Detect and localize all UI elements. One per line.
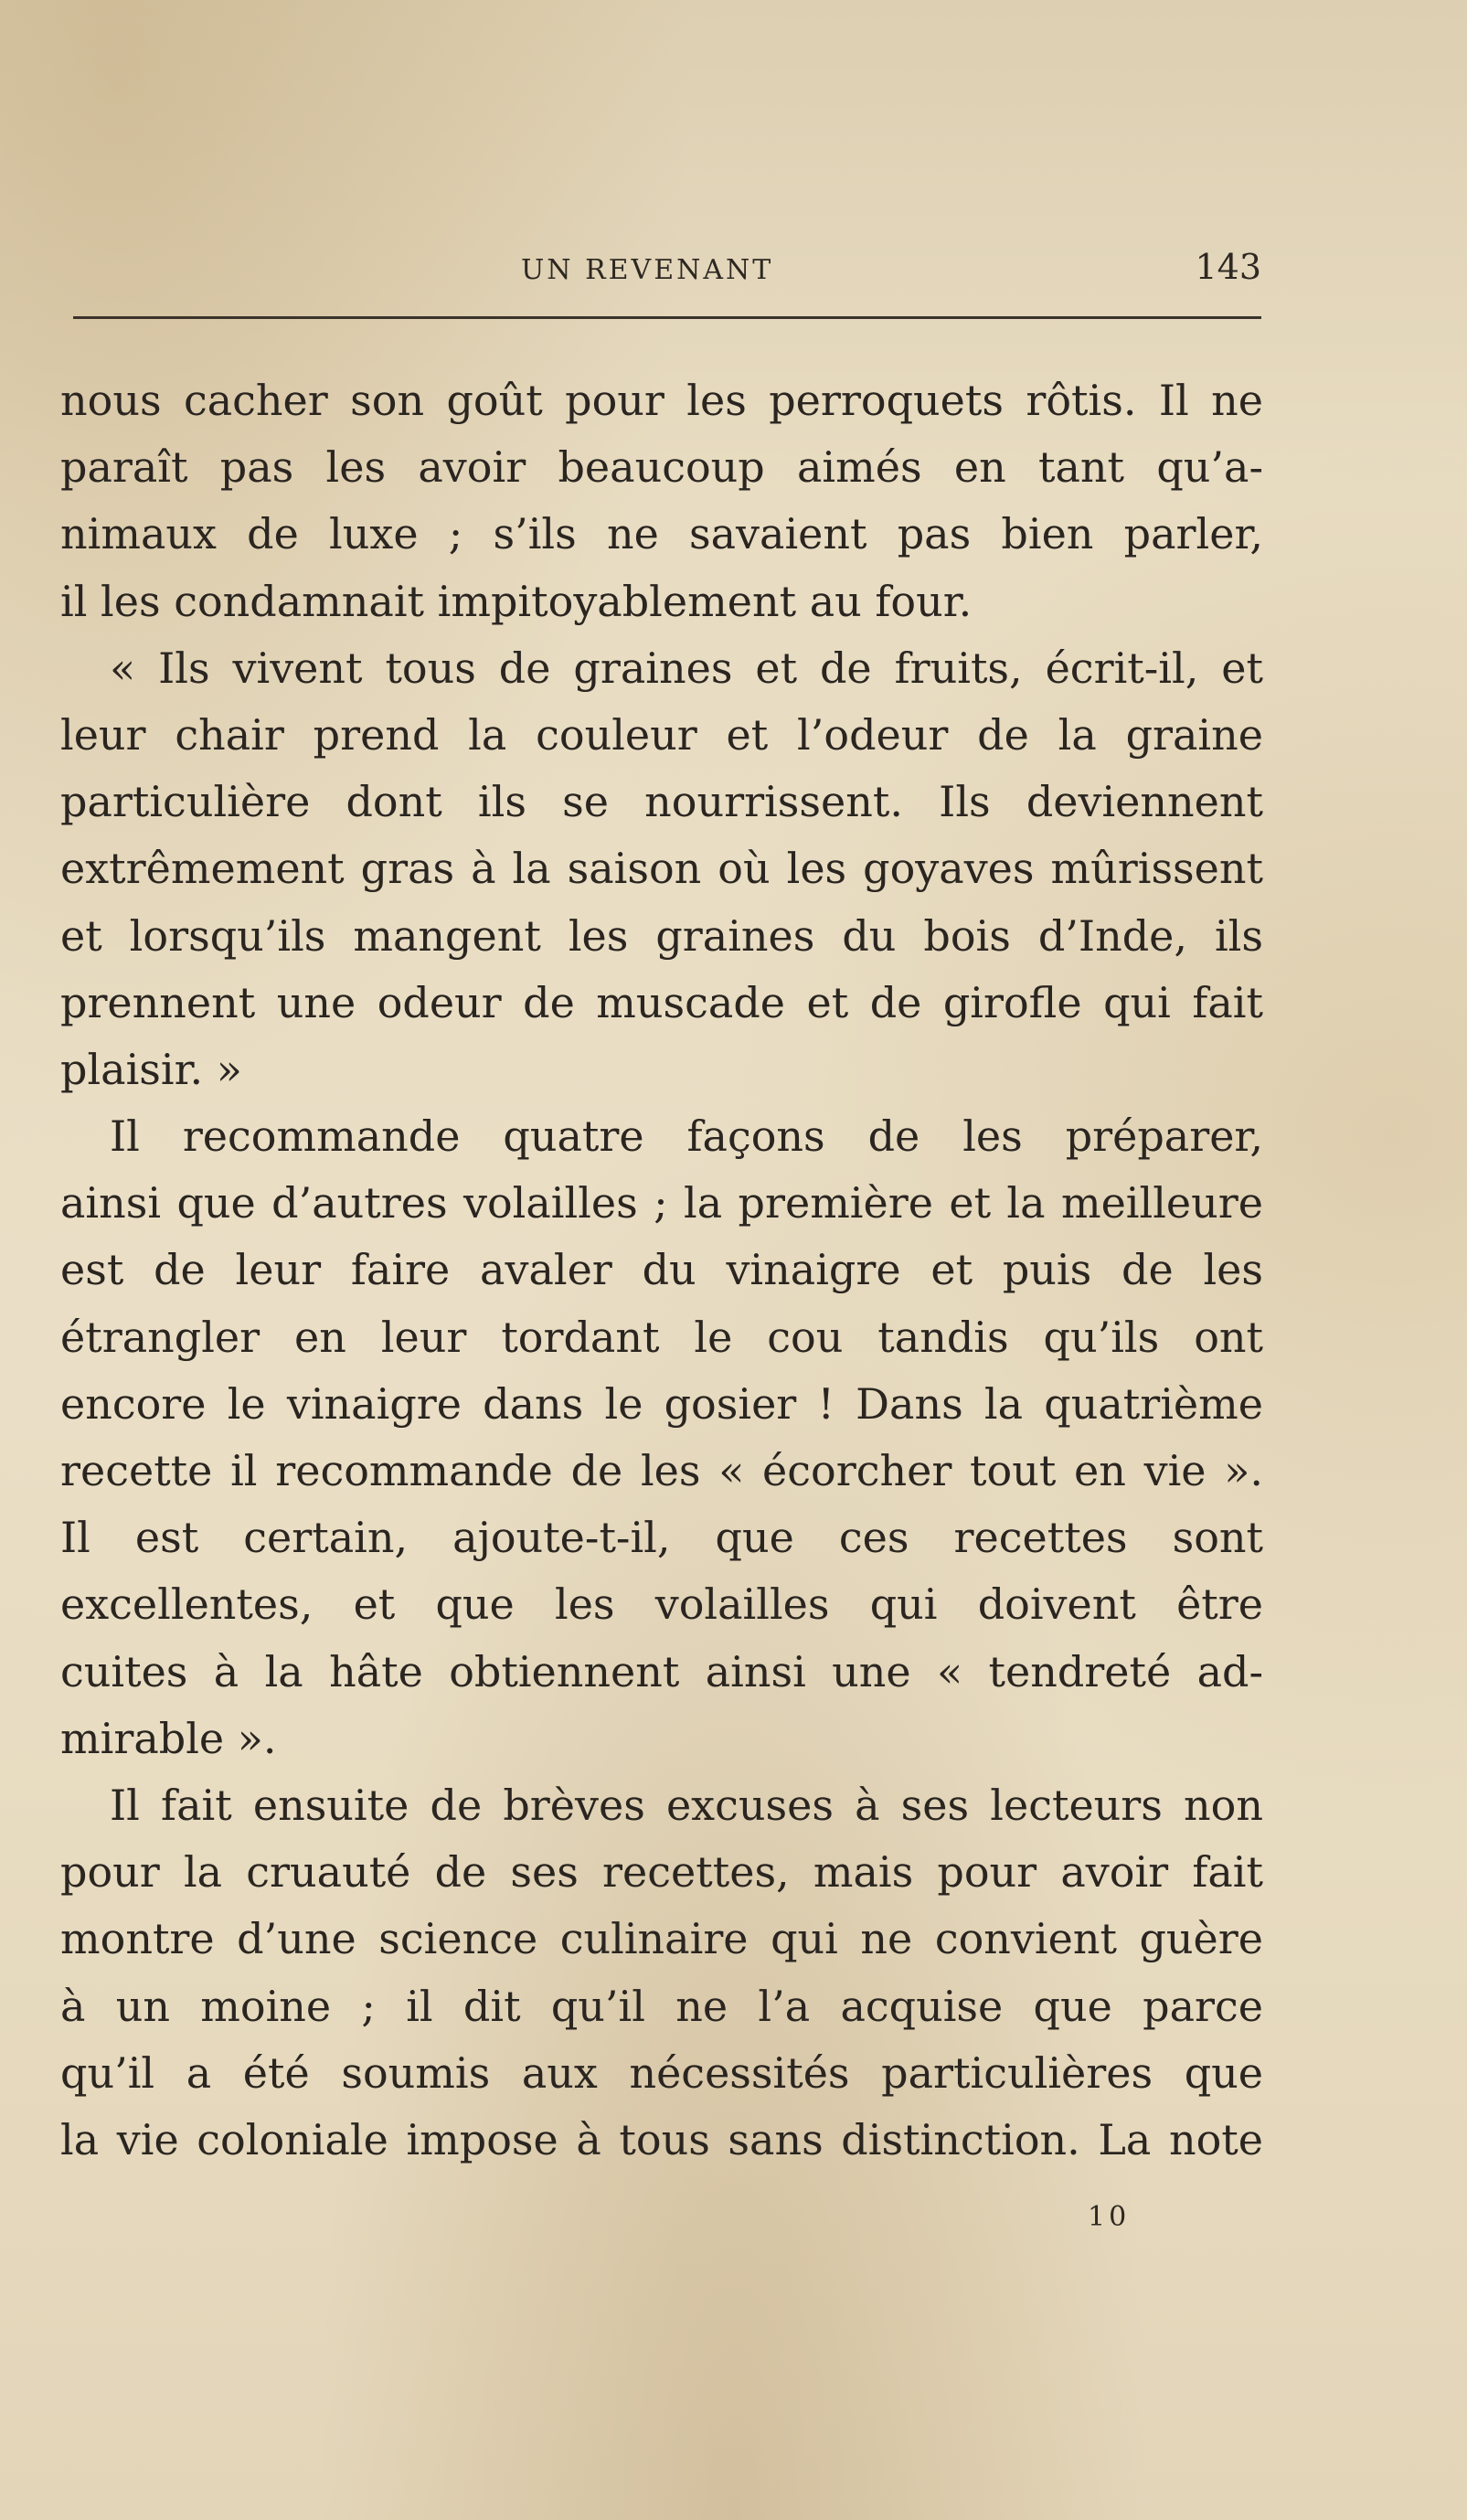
text-line: mirable ». <box>60 1713 277 1763</box>
text-line: extrêmement gras à la saison où les goyaves mûrissent <box>60 844 1263 894</box>
text-line: ainsi que d’autres volailles ; la première et la meilleure <box>60 1178 1263 1228</box>
text-line: et lorsqu’ils mangent les graines du bois d’Inde, ils <box>60 910 1263 961</box>
text-line: nimaux de luxe ; s’ils ne savaient pas bien parler, <box>60 509 1263 559</box>
text-line: cuites à la hâte obtiennent ainsi une « tendreté ad- <box>60 1646 1263 1696</box>
text-line: montre d’une science culinaire qui ne convient guère <box>60 1914 1263 1964</box>
text-line: leur chair prend la couleur et l’odeur de la graine <box>60 709 1263 760</box>
text-line: Il recommande quatre façons de les préparer, <box>110 1111 1263 1162</box>
text-line: il les condamnait impitoyablement au four. <box>60 576 973 626</box>
text-line: encore le vinaigre dans le gosier ! Dans la quatrième <box>60 1378 1263 1429</box>
text-line: est de leur faire avaler du vinaigre et puis de les <box>60 1245 1263 1295</box>
text-line: qu’il a été soumis aux nécessités particulières que <box>60 2047 1263 2098</box>
text-line: Il est certain, ajoute-t-il, que ces recettes sont <box>60 1513 1263 1563</box>
text-line: à un moine ; il dit qu’il ne l’a acquise que parce <box>60 1981 1263 2031</box>
header-rule <box>73 316 1261 319</box>
text-line: Il fait ensuite de brèves excuses à ses lecteurs non <box>110 1780 1263 1830</box>
text-line: « Ils vivent tous de graines et de fruits, écrit-il, et <box>110 643 1263 693</box>
text-line: nous cacher son goût pour les perroquets rôtis. Il ne <box>60 376 1263 425</box>
page-number: 143 <box>1195 247 1261 287</box>
signature-mark: 10 <box>1088 2201 1131 2233</box>
text-line: particulière dont ils se nourrissent. Ils deviennent <box>60 777 1263 827</box>
running-title: UN REVENANT <box>521 254 774 286</box>
text-line: la vie coloniale impose à tous sans distinction. La note <box>60 2114 1263 2164</box>
text-line: plaisir. » <box>60 1044 242 1094</box>
text-line: excellentes, et que les volailles qui doivent être <box>60 1579 1263 1630</box>
text-line: étrangler en leur tordant le cou tandis qu’ils ont <box>60 1312 1263 1362</box>
text-line: prennent une odeur de muscade et de girofle qui fait <box>60 977 1263 1027</box>
text-line: pour la cruauté de ses recettes, mais pour avoir fait <box>60 1847 1263 1898</box>
body-text <box>60 367 1263 2174</box>
page-header <box>73 247 1261 292</box>
text-line: paraît pas les avoir beaucoup aimés en tant qu’a- <box>60 442 1263 493</box>
text-line: recette il recommande de les « écorcher tout en vie ». <box>60 1446 1263 1495</box>
